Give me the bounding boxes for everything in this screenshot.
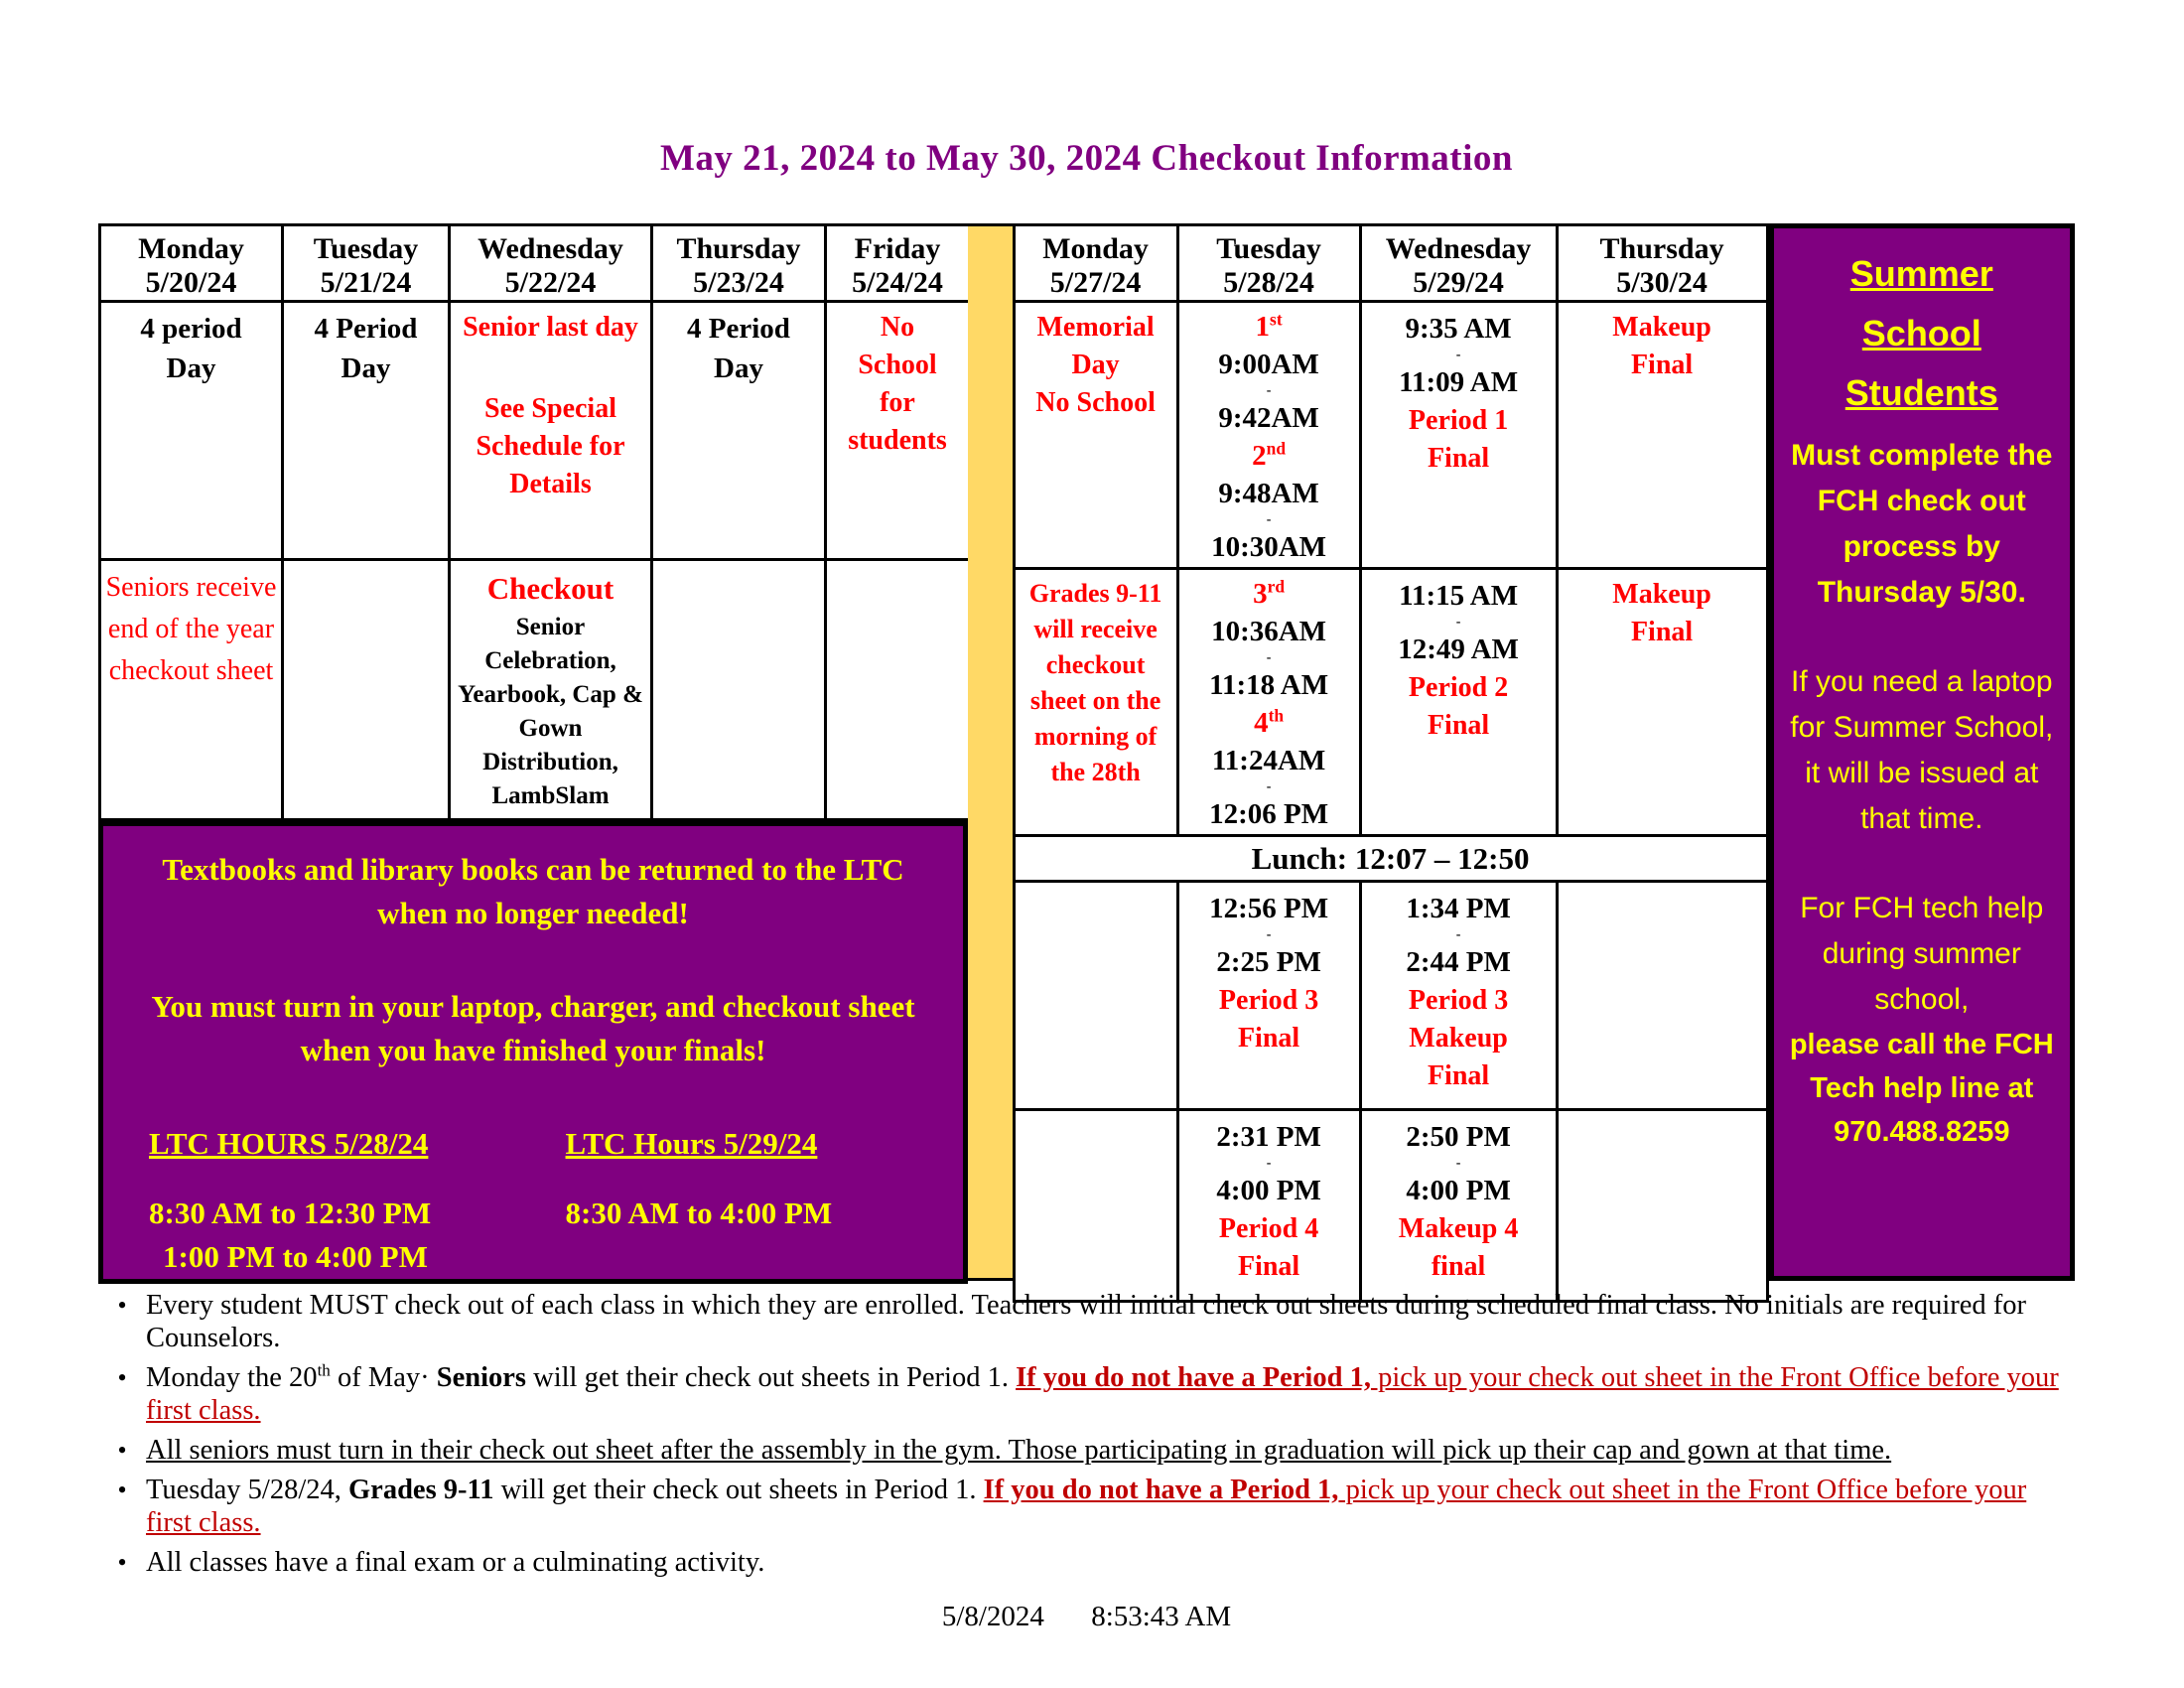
day-header [1557, 225, 1767, 302]
day-date: 5/22/24 [504, 266, 597, 299]
text-run: 2:25 PM [1216, 946, 1321, 978]
ltc-returns-note: Textbooks and library books can be returned to the LTC when no longer needed! [162, 852, 904, 930]
note-text [146, 1361, 2075, 1427]
schedule-cell [1360, 569, 1557, 836]
text-run: 4 period [140, 313, 242, 345]
text-run: 9:00AM [1218, 349, 1319, 380]
text-run: - [1266, 650, 1272, 665]
schedule-cell [1360, 882, 1557, 1110]
day-date: 5/21/24 [320, 266, 412, 299]
bullet-icon [98, 1434, 146, 1467]
week1-row2 [100, 560, 970, 820]
week1-table [98, 223, 971, 821]
text-run: 9:35 AM [1405, 313, 1512, 345]
text-run: - [1266, 779, 1272, 794]
text-run: 10:36AM [1211, 616, 1327, 647]
text-run: Final [1237, 1023, 1300, 1054]
bullet-icon [98, 1546, 146, 1579]
text-run: Period 1 [1408, 405, 1509, 436]
sidebar-heading-word: Students [1844, 372, 1998, 413]
bullet-icon [98, 1289, 146, 1354]
ltc-hours-row [129, 1124, 937, 1279]
day-header [1360, 225, 1557, 302]
text-run: See Special Schedule for Details [476, 393, 625, 499]
ltc-hours-528-title: LTC HOURS 5/28/24 [149, 1126, 429, 1161]
text-run: Makeup 4 [1398, 1213, 1519, 1244]
text-run: 4:00 PM [1406, 1175, 1511, 1206]
text-run: If you do not have a Period 1, [983, 1475, 1339, 1505]
text-run: Final [1427, 1060, 1490, 1091]
notes-list [98, 1289, 2075, 1579]
text-run: - [1266, 383, 1272, 398]
text-run: Monday the 20th [146, 1360, 331, 1393]
text-run: will get their check out sheets in Period 1. [493, 1475, 984, 1505]
schedule-cell [1177, 882, 1360, 1110]
text-run: final [1431, 1251, 1486, 1282]
bullet-icon [98, 1474, 146, 1539]
sidebar-heading-word: School [1861, 313, 1981, 353]
day-date: 5/28/24 [1223, 266, 1314, 299]
ltc-hours-529 [566, 1124, 937, 1279]
text-run: Period 4 [1218, 1213, 1319, 1244]
day-name: Monday [1042, 232, 1149, 265]
schedule-cell [1177, 1110, 1360, 1302]
text-run: Grades 9-11 [348, 1475, 494, 1505]
text-run: 9:48AM [1218, 478, 1319, 509]
schedule-cell [283, 302, 450, 560]
text-run: 12:49 AM [1398, 633, 1519, 665]
text-run: Day [341, 352, 391, 384]
page-title: May 21, 2024 to May 30, 2024 Checkout Information [659, 138, 1513, 179]
day-header [652, 225, 826, 302]
schedule-cell [450, 560, 652, 820]
schedule-area [98, 223, 2075, 1281]
print-timestamp [98, 1601, 2075, 1633]
day-name: Thursday [676, 232, 801, 265]
text-run: 2:31 PM [1216, 1121, 1321, 1153]
text-run: 4 Period [687, 313, 790, 345]
text-run: Senior last day [463, 312, 638, 343]
day-name: Tuesday [1216, 232, 1321, 265]
week2-row4 [1014, 1110, 1767, 1302]
day-name: Wednesday [478, 232, 623, 265]
sidebar-heading-word: Summer [1849, 253, 1993, 294]
week1-header-row [100, 225, 970, 302]
bullet-icon [98, 1361, 146, 1427]
list-item [98, 1546, 2075, 1579]
day-header [1014, 225, 1177, 302]
lunch-label: Lunch: 12:07 – 12:50 [1014, 836, 1767, 882]
sidebar-tech-help-phone: please call the FCH Tech help line at 970.488.8259 [1789, 1029, 2054, 1148]
text-run: 12:56 PM [1209, 893, 1329, 924]
week1-block [98, 223, 968, 1281]
schedule-cell [100, 302, 283, 560]
note-text [146, 1289, 2075, 1354]
schedule-cell [1360, 302, 1557, 569]
text-run: All seniors must turn in their check out sheet after the assembly in the gym. Those participating in graduation will pick up their cap and gown at that time. [146, 1435, 1892, 1466]
text-run: for [880, 387, 915, 418]
text-run: 1st [1255, 309, 1283, 343]
note-text [146, 1474, 2075, 1539]
week2-row2 [1014, 569, 1767, 836]
schedule-cell [1014, 569, 1177, 836]
text-run: - [1455, 927, 1461, 942]
day-date: 5/27/24 [1049, 266, 1142, 299]
text-run: No [880, 312, 915, 343]
text-run: Period 2 [1408, 672, 1509, 703]
text-run: Seniors receive end of the year checkout sheet [105, 572, 277, 686]
text-run: Grades 9-11 will receive checkout sheet on the morning of the 28th [1028, 579, 1162, 786]
week-divider-strip [968, 223, 1013, 1281]
text-run: Final [1237, 1251, 1300, 1282]
text-run: Checkout [486, 571, 614, 606]
week1-row1 [100, 302, 970, 560]
text-run: 10:30AM [1211, 531, 1327, 563]
schedule-cell [450, 302, 652, 560]
week2-row1 [1014, 302, 1767, 569]
text-run: Seniors [436, 1362, 526, 1393]
text-run: Period 3 [1218, 985, 1319, 1016]
text-run: Senior Celebration, Yearbook, Cap & Gown Distribution, LambSlam [458, 614, 643, 809]
day-name: Tuesday [313, 232, 419, 265]
text-run: Day [166, 352, 216, 384]
list-item [98, 1474, 2075, 1539]
text-run: 4:00 PM [1216, 1175, 1321, 1206]
text-run: 11:09 AM [1399, 366, 1519, 398]
print-date: 5/8/2024 [941, 1601, 1044, 1632]
schedule-cell [1014, 1110, 1177, 1302]
text-run: - [1455, 348, 1461, 362]
text-run: 3rd [1253, 576, 1286, 610]
schedule-cell [1177, 569, 1360, 836]
note-text [146, 1546, 2075, 1579]
text-run: 2:44 PM [1406, 946, 1511, 978]
day-name: Thursday [1599, 232, 1724, 265]
text-run: Final [1630, 617, 1694, 647]
text-run: Final [1427, 443, 1490, 474]
text-run: Day [714, 352, 763, 384]
text-run: 1:34 PM [1406, 893, 1511, 924]
ltc-hours-528-line1: 8:30 AM to 12:30 PM [149, 1196, 432, 1230]
note-text [146, 1434, 2075, 1467]
text-run: School [858, 350, 937, 380]
schedule-cell [652, 302, 826, 560]
day-name: Monday [138, 232, 244, 265]
day-date: 5/23/24 [693, 266, 784, 299]
week2-table [1013, 223, 1769, 1303]
week2-header-row [1014, 225, 1767, 302]
schedule-cell [1360, 1110, 1557, 1302]
text-run: 12:06 PM [1209, 798, 1329, 830]
sidebar-checkout-deadline: Must complete the FCH check out process by Thursday 5/30. [1791, 439, 2053, 609]
text-run: - [1266, 512, 1272, 527]
schedule-cell [1014, 302, 1177, 569]
text-run: students [848, 425, 947, 456]
text-run: - [1266, 927, 1272, 942]
day-date: 5/30/24 [1616, 266, 1707, 299]
text-run: 9:42AM [1218, 402, 1319, 434]
text-run: Makeup [1409, 1023, 1508, 1054]
text-run: 11:24AM [1211, 745, 1326, 776]
text-run: Day [1071, 350, 1120, 380]
text-run: If you do not have a Period 1, [1016, 1362, 1371, 1393]
day-header [450, 225, 652, 302]
text-run: 2:50 PM [1406, 1121, 1511, 1153]
schedule-cell [283, 560, 450, 820]
week2-row3 [1014, 882, 1767, 1110]
text-run: Makeup [1612, 579, 1711, 610]
text-run: 11:18 AM [1209, 669, 1329, 701]
schedule-cell [1557, 882, 1767, 1110]
day-header [1177, 225, 1360, 302]
ltc-hours-529-line1: 8:30 AM to 4:00 PM [565, 1196, 833, 1230]
schedule-cell [1557, 569, 1767, 836]
list-item [98, 1434, 2075, 1467]
summer-school-sidebar [1769, 223, 2075, 1281]
text-run: Memorial [1036, 312, 1155, 343]
text-run: All classes have a final exam or a culminating activity. [146, 1547, 765, 1578]
ltc-hours-528-line2: 1:00 PM to 4:00 PM [163, 1239, 428, 1274]
schedule-cell [1557, 1110, 1767, 1302]
list-item [98, 1361, 2075, 1427]
sidebar-laptop-note: If you need a laptop for Summer School, it will be issued at that time. [1790, 665, 2054, 835]
text-run: 4 Period [314, 313, 418, 345]
day-name: Friday [854, 232, 941, 265]
text-run: Makeup [1612, 312, 1711, 343]
text-run: Tuesday 5/28/24, [146, 1475, 349, 1505]
schedule-cell [100, 560, 283, 820]
text-run: 4th [1254, 705, 1285, 739]
day-header [100, 225, 283, 302]
text-run: - [1455, 615, 1461, 630]
ltc-turn-in-note: You must turn in your laptop, charger, and checkout sheet when you have finished your finals! [151, 989, 915, 1067]
print-time: 8:53:43 AM [1091, 1601, 1232, 1632]
day-date: 5/20/24 [145, 266, 237, 299]
text-run: pick up your check out sheet in the Front Office before your first class. [146, 1475, 2027, 1538]
text-run: Final [1630, 350, 1694, 380]
text-run: Period 3 [1408, 985, 1509, 1016]
day-date: 5/29/24 [1413, 266, 1504, 299]
text-run: Every student MUST check out of each class in which they are enrolled. Teachers will initial check out sheets during scheduled final class. No initials are required for Counselors. [146, 1290, 2026, 1353]
text-run: pick up your check out sheet in the Front Office before your first class. [146, 1362, 2059, 1426]
schedule-cell [1014, 882, 1177, 1110]
text-run: Final [1427, 710, 1490, 741]
text-run: No School [1035, 387, 1156, 418]
ltc-hours-529-title: LTC Hours 5/29/24 [565, 1126, 818, 1161]
text-run: of May· [330, 1362, 437, 1393]
lunch-row [1014, 836, 1767, 882]
schedule-cell [652, 560, 826, 820]
text-run: - [1455, 1156, 1461, 1171]
sidebar-tech-help-note: For FCH tech help during summer school, [1800, 892, 2044, 1016]
schedule-cell [826, 560, 970, 820]
text-run: - [1266, 1156, 1272, 1171]
list-item [98, 1289, 2075, 1354]
day-header [826, 225, 970, 302]
day-date: 5/24/24 [852, 266, 943, 299]
document-page [98, 137, 2075, 1633]
text-run: 2nd [1252, 438, 1286, 472]
schedule-cell [1177, 302, 1360, 569]
ltc-info-box [98, 821, 968, 1284]
schedule-cell [826, 302, 970, 560]
text-run: will get their check out sheets in Period 1. [525, 1362, 1017, 1393]
day-name: Wednesday [1385, 232, 1532, 265]
day-header [283, 225, 450, 302]
text-run: 11:15 AM [1399, 580, 1519, 612]
ltc-hours-528 [129, 1124, 566, 1279]
schedule-cell [1557, 302, 1767, 569]
